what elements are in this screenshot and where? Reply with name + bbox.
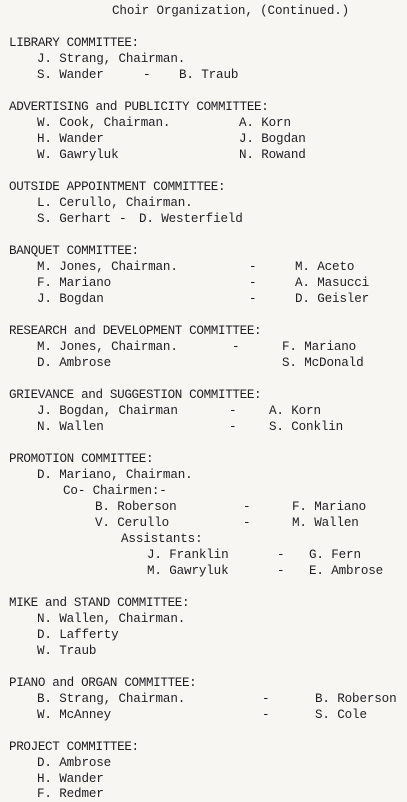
research-member: D. Ambrose xyxy=(37,356,112,370)
banquet-member: M. Aceto xyxy=(295,260,355,274)
promotion-chair: D. Mariano, Chairman. xyxy=(37,468,193,482)
dash: - xyxy=(249,260,257,274)
research-heading: RESEARCH and DEVELOPMENT COMMITTEE: xyxy=(9,324,262,338)
mike-heading: MIKE and STAND COMMITTEE: xyxy=(9,596,190,610)
assistants-label: Assistants: xyxy=(121,532,203,546)
project-member: F. Redmer xyxy=(37,787,104,801)
cochairmen-label: Co- Chairmen:- xyxy=(63,484,167,498)
advertising-member: J. Bogdan xyxy=(239,132,306,146)
piano-member: S. Cole xyxy=(315,708,367,722)
dash: - xyxy=(243,516,251,530)
dash: - xyxy=(262,708,270,722)
banquet-chair: M. Jones, Chairman. xyxy=(37,260,178,274)
outside-member: S. Gerhart xyxy=(37,212,112,226)
promotion-cochair: M. Wallen xyxy=(292,516,359,530)
library-heading: LIBRARY COMMITTEE: xyxy=(9,36,139,50)
promotion-cochair: V. Cerullo xyxy=(95,516,170,530)
piano-heading: PIANO and ORGAN COMMITTEE: xyxy=(9,676,197,690)
promotion-assistant: J. Franklin xyxy=(147,548,229,562)
mike-member: W. Traub xyxy=(37,644,97,658)
promotion-cochair: F. Mariano xyxy=(292,500,367,514)
research-member: F. Mariano xyxy=(282,340,357,354)
outside-chair: L. Cerullo, Chairman. xyxy=(37,196,193,210)
banquet-heading: BANQUET COMMITTEE: xyxy=(9,244,139,258)
advertising-member: N. Rowand xyxy=(239,148,306,162)
dash: - xyxy=(229,404,237,418)
grievance-member: N. Wallen xyxy=(37,420,104,434)
advertising-member: H. Wander xyxy=(37,132,104,146)
dash: - xyxy=(249,276,257,290)
advertising-heading: ADVERTISING and PUBLICITY COMMITTEE: xyxy=(9,100,269,114)
project-member: H. Wander xyxy=(37,772,104,786)
piano-member: W. McAnney xyxy=(37,708,112,722)
advertising-member: A. Korn xyxy=(239,116,291,130)
promotion-heading: PROMOTION COMMITTEE: xyxy=(9,452,154,466)
outside-member: D. Westerfield xyxy=(139,212,243,226)
promotion-assistant: M. Gawryluk xyxy=(147,564,229,578)
banquet-member: D. Geisler xyxy=(295,292,370,306)
dash: - xyxy=(119,212,127,226)
library-chair: J. Strang, Chairman. xyxy=(37,52,186,66)
grievance-heading: GRIEVANCE and SUGGESTION COMMITTEE: xyxy=(9,388,262,402)
library-member: S. Wander xyxy=(37,68,104,82)
promotion-assistant: E. Ambrose xyxy=(309,564,384,578)
grievance-member: A. Korn xyxy=(269,404,321,418)
dash: - xyxy=(277,548,285,562)
dash: - xyxy=(243,500,251,514)
mike-chair: N. Wallen, Chairman. xyxy=(37,612,186,626)
promotion-cochair: B. Roberson xyxy=(95,500,177,514)
project-heading: PROJECT COMMITTEE: xyxy=(9,740,139,754)
project-member: D. Ambrose xyxy=(37,756,112,770)
mike-member: D. Lafferty xyxy=(37,628,119,642)
dash: - xyxy=(277,564,285,578)
outside-heading: OUTSIDE APPOINTMENT COMMITTEE: xyxy=(9,180,226,194)
promotion-assistant: G. Fern xyxy=(309,548,361,562)
research-member: S. McDonald xyxy=(282,356,364,370)
piano-member: B. Roberson xyxy=(315,692,397,706)
page-title: Choir Organization, (Continued.) xyxy=(112,4,350,18)
dash: - xyxy=(229,420,237,434)
grievance-chair: J. Bogdan, Chairman xyxy=(37,404,178,418)
library-member: B. Traub xyxy=(179,68,239,82)
banquet-member: F. Mariano xyxy=(37,276,112,290)
dash: - xyxy=(249,292,257,306)
banquet-member: A. Masucci xyxy=(295,276,370,290)
advertising-chair: W. Cook, Chairman. xyxy=(37,116,171,130)
piano-chair: B. Strang, Chairman. xyxy=(37,692,186,706)
dash: - xyxy=(232,340,240,354)
dash: - xyxy=(143,68,151,82)
grievance-member: S. Conklin xyxy=(269,420,344,434)
dash: - xyxy=(262,692,270,706)
advertising-member: W. Gawryluk xyxy=(37,148,119,162)
research-chair: M. Jones, Chairman. xyxy=(37,340,178,354)
banquet-member: J. Bogdan xyxy=(37,292,104,306)
